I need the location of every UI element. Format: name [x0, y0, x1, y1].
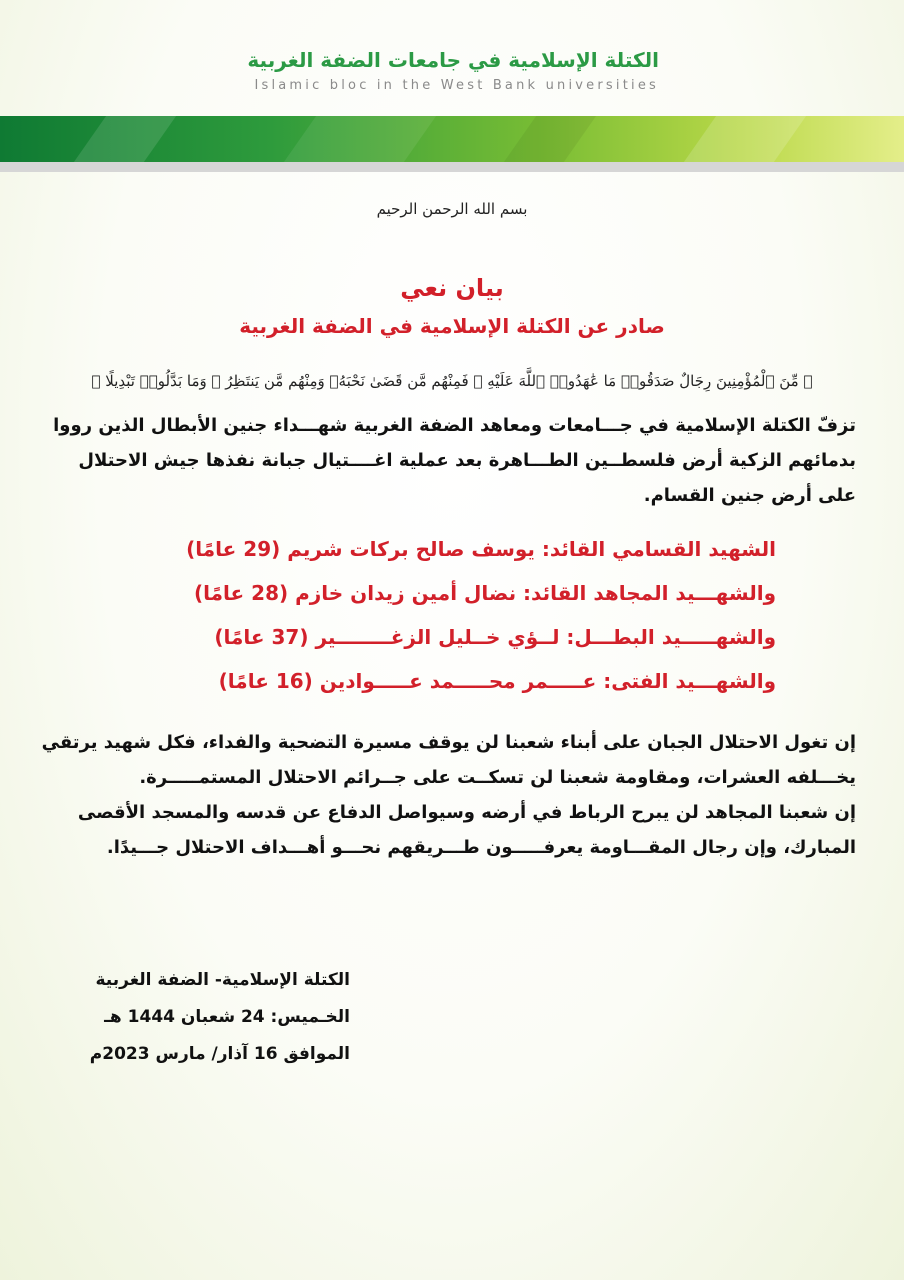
grey-divider [0, 162, 904, 172]
org-name-english: Islamic bloc in the West Bank universities [254, 78, 659, 93]
banner-facet [684, 116, 806, 162]
closing-sentence-2: إن شعبنا المجاهد لن يبرح الرباط في أرضه وسيواصل الدفاع عن قدسه والمسجد الأقصى المبارك، وإن رجال المقـــاومة يعرفـــــون طـــريقهم نحـــو أهـــداف الاحتلال جـــيدًا. [77, 802, 856, 858]
date-gregorian: الموافق 16 آذار/ مارس 2023م [89, 1044, 350, 1064]
date-hijri: الخـميس: 24 شعبان 1444 هـ [104, 1007, 350, 1027]
martyr-line: والشهـــيد المجاهد القائد: نضال أمين زيدان خازم (28 عامًا) [194, 581, 776, 605]
green-banner [0, 116, 904, 162]
basmala: بسم الله الرحمن الرحيم [376, 200, 528, 218]
signature-block [40, 962, 350, 1073]
statement-body [40, 200, 864, 865]
martyrs-list [40, 527, 864, 703]
closing-paragraph [40, 725, 856, 865]
banner-facet [284, 116, 436, 162]
martyr-line: الشهيد القسامي القائد: يوسف صالح بركات شريم (29 عامًا) [186, 537, 776, 561]
martyr-line: والشهـــيد الفتى: عـــــمر محـــــمد عـــــوادين (16 عامًا) [218, 669, 776, 693]
banner-facet [74, 116, 176, 162]
banner-facet [504, 116, 596, 162]
intro-paragraph: تزفّ الكتلة الإسلامية في جـــامعات ومعاهد الضفة الغربية شهـــداء جنين الأبطال الذين رووا بدمائهم الزكية أرض فلسطــين الطـــاهرة بعد عملية اغــــتيال جبانة نفذها جيش الاحتلال على أرض جنين القسام. [53, 415, 856, 506]
closing-sentence-1: إن تغول الاحتلال الجبان على أبناء شعبنا لن يوقف مسيرة التضحية والفداء، فكل شهيد يرتقي يخـــلفه العشرات، ومقاومة شعبنا لن تسكــت على جــرائم الاحتلال المستمـــــرة. [41, 732, 856, 788]
org-name-arabic: الكتلة الإسلامية في جامعات الضفة الغربية [247, 48, 659, 72]
statement-title: بيان نعي [400, 274, 504, 302]
martyr-line: والشهـــــيد البطـــل: لــؤي خــليل الزغــــــــير (37 عامًا) [214, 625, 776, 649]
letterhead [0, 0, 904, 116]
quran-verse: ﴿ مِّنَ ٱلْمُؤْمِنِينَ رِجَالٌ صَدَقُوا۟ مَا عَٰهَدُوا۟ ٱللَّهَ عَلَيْهِ ۖ فَمِنْهُم مَّن قَضَىٰ نَحْبَهُۥ وَمِنْهُم مَّن يَنتَظِرُ ۖ وَمَا بَدَّلُوا۟ تَبْدِيلًا ﴾ [91, 372, 813, 390]
statement-subtitle: صادر عن الكتلة الإسلامية في الضفة الغربية [239, 314, 665, 338]
signature: الكتلة الإسلامية- الضفة الغربية [95, 970, 350, 990]
